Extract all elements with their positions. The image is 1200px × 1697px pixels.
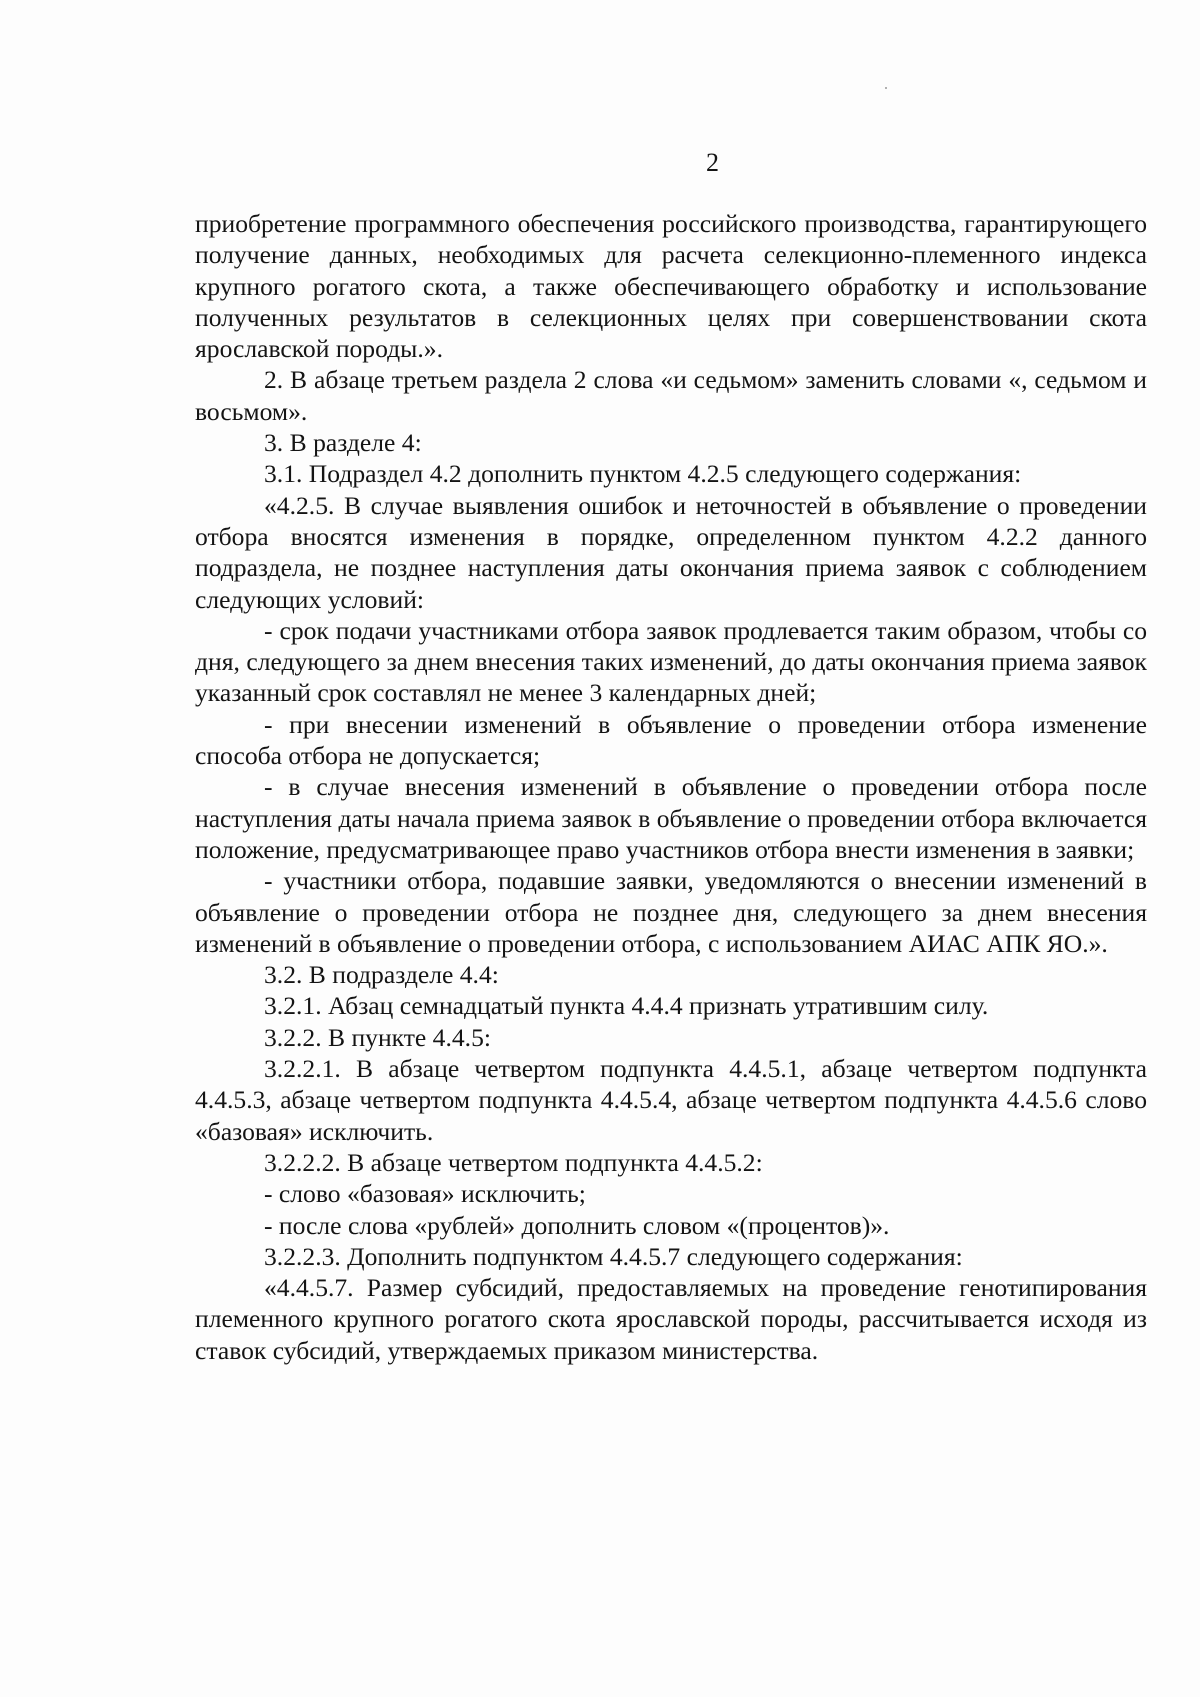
list-item-deadline-extension: - срок подачи участниками отбора заявок продлевается таким образом, чтобы со дня, следующего за днем внесения таких изменений, до даты окончания приема заявок указанный срок составлял не менее 3 календарных дней; (195, 615, 1147, 708)
paragraph-item-3: 3. В разделе 4: (264, 428, 422, 458)
paragraph-item-4-4-5-7: «4.4.5.7. Размер субсидий, предоставляемых на проведение генотипирования племенного крупного рогатого скота ярославской породы, рассчитывается исходя из ставок субсидий, утверждаемых приказом министерства. (195, 1273, 1147, 1365)
paragraph-item-3-2-2-1: 3.2.2.1. В абзаце четвертом подпункта 4.4.5.1, абзаце четвертом подпункта 4.4.5.3, абзаце четвертом подпункта 4.4.5.4, абзаце четвертом подпункта 4.4.5.6 слово «базовая» исключить. (195, 1054, 1147, 1146)
paragraph-item-2: 2. В абзаце третьем раздела 2 слова «и седьмом» заменить словами «, седьмом и восьмом». (195, 365, 1147, 426)
paragraph-item-3-2-2-2: 3.2.2.2. В абзаце четвертом подпункта 4.4.5.2: (264, 1147, 763, 1177)
scan-artifact (885, 87, 887, 89)
document-body (195, 208, 1147, 1366)
list-item-participant-notice: - участники отбора, подавшие заявки, уведомляются о внесении изменений в объявление о проведении отбора не позднее дня, следующего за днем внесения изменений в объявление о проведении отбора, с использованием АИАС АПК ЯО.». (195, 866, 1147, 958)
list-item-application-changes: - в случае внесения изменений в объявление о проведении отбора после наступления даты начала приема заявок в объявление о проведении отбора включается положение, предусматривающее право участников отбора внести изменения в заявки; (195, 772, 1147, 864)
list-item-word-removal: - слово «базовая» исключить; (264, 1179, 586, 1209)
paragraph-item-3-2-2: 3.2.2. В пункте 4.4.5: (264, 1022, 491, 1052)
paragraph-item-4-2-5: «4.2.5. В случае выявления ошибок и неточностей в объявление о проведении отбора вносятся изменения в порядке, определенном пунктом 4.2.2 данного подраздела, не позднее наступления даты окончания приема заявок с соблюдением следующих условий: (195, 490, 1147, 614)
paragraph-item-3-2-1: 3.2.1. Абзац семнадцатый пункта 4.4.4 признать утратившим силу. (264, 991, 989, 1021)
paragraph-item-3-2-2-3: 3.2.2.3. Дополнить подпунктом 4.4.5.7 следующего содержания: (264, 1241, 963, 1271)
paragraph-item-3-2: 3.2. В подразделе 4.4: (264, 960, 499, 990)
paragraph-item-3-1: 3.1. Подраздел 4.2 дополнить пунктом 4.2.5 следующего содержания: (264, 459, 1022, 489)
list-item-word-addition: - после слова «рублей» дополнить словом «(процентов)». (264, 1210, 890, 1240)
page-number: 2 (706, 148, 719, 177)
list-item-method-change: - при внесении изменений в объявление о проведении отбора изменение способа отбора не допускается; (195, 709, 1147, 771)
paragraph-continuation: приобретение программного обеспечения российского производства, гарантирующего получение данных, необходимых для расчета селекционно-племенного индекса крупного рогатого скота, а также обеспечивающего обработку и использование полученных результатов в селекционных целях при совершенствовании скота ярославской породы.». (195, 209, 1147, 364)
